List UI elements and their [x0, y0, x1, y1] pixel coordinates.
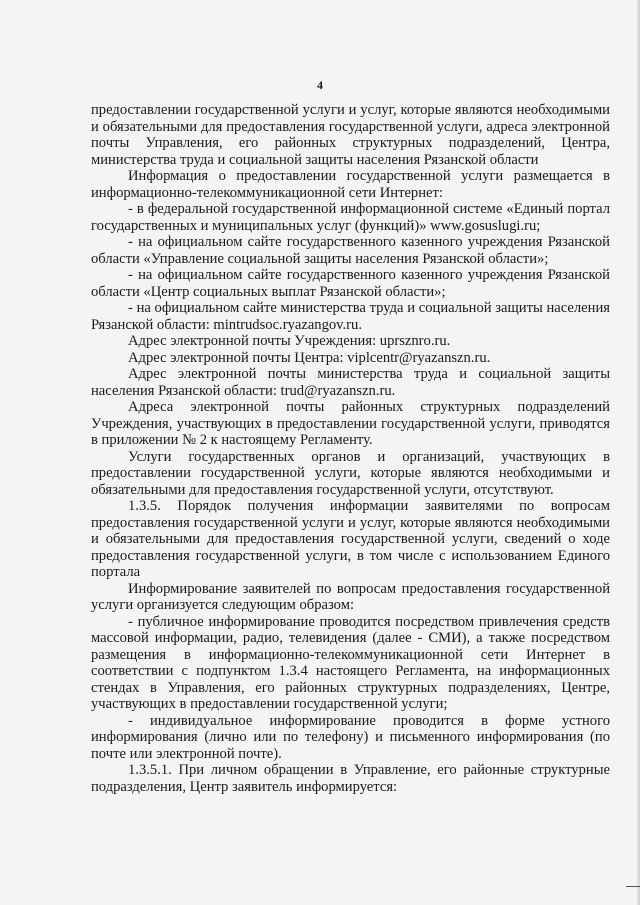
paragraph: Адреса электронной почты районных структурных подразделений Учреждения, участвующих в предоставлении государственной услуги, приводятся в приложении № 2 к настоящему Регламенту.	[91, 399, 610, 448]
paragraph: Адрес электронной почты министерства труда и социальной защиты населения Рязанской области: trud@ryazanszn.ru.	[91, 366, 610, 399]
list-item: - на официальном сайте государственного казенного учреждения Рязанской области «Управление социальной защиты населения Рязанской области»;	[91, 234, 610, 267]
list-item: - индивидуальное информирование проводится в форме устного информирования (лично или по телефону) и письменного информирования (по почте или электронной почте).	[91, 712, 610, 762]
list-item: - публичное информирование проводится посредством привлечения средств массовой информации, радио, телевидения (далее - СМИ), а также посредством размещения в информационно-телекоммуникационной сети Интернет в соответствии с подпунктом 1.3.4 настоящего Регламента, на информационных стендах в Управления, его районных структурных подразделениях, Центре, участвующих в предоставлении государственной услуги;	[91, 613, 610, 712]
document-body	[91, 102, 610, 795]
list-item: - на официальном сайте государственного казенного учреждения Рязанской области «Центр социальных выплат Рязанской области»;	[91, 267, 610, 300]
paragraph: 1.3.5.1. При личном обращении в Управление, его районные структурные подразделения, Центр заявитель информируется:	[91, 762, 610, 795]
paragraph: предоставлении государственной услуги и услуг, которые являются необходимыми и обязательными для предоставления государственной услуги, адреса электронной почты Управления, его районных структурных подразделений, Центра, министерства труда и социальной защиты населения Рязанской области	[91, 102, 610, 168]
paragraph: Услуги государственных органов и организаций, участвующих в предоставлении государственной услуги, которые являются необходимыми и обязательными для предоставления государственной услуги, отсутствуют.	[91, 448, 610, 498]
section-heading: 1.3.5. Порядок получения информации заявителями по вопросам предоставления государственной услуги и услуг, которые являются необходимыми и обязательными для предоставления государственной услуги, сведений о ходе предоставления государственной услуги, в том числе с использованием Единого портала	[91, 498, 610, 580]
list-item: - в федеральной государственной информационной системе «Единый портал государственных и муниципальных услуг (функций)» www.gosuslugi.ru;	[91, 201, 610, 234]
paragraph: Адрес электронной почты Учреждения: uprsznro.ru.	[128, 333, 451, 349]
paragraph: Информирование заявителей по вопросам предоставления государственной услуги организуется следующим образом:	[91, 580, 610, 613]
paragraph: Адрес электронной почты Центра: viplcentr@ryazanszn.ru.	[128, 349, 491, 366]
scan-mark	[626, 886, 640, 887]
list-item: - на официальном сайте министерства труда и социальной защиты населения Рязанской области: mintrudsoc.ryazangov.ru.	[91, 300, 610, 333]
paragraph: Информация о предоставлении государственной услуги размещается в информационно-телекоммуникационной сети Интернет:	[91, 168, 610, 201]
page-number: 4	[317, 78, 323, 92]
